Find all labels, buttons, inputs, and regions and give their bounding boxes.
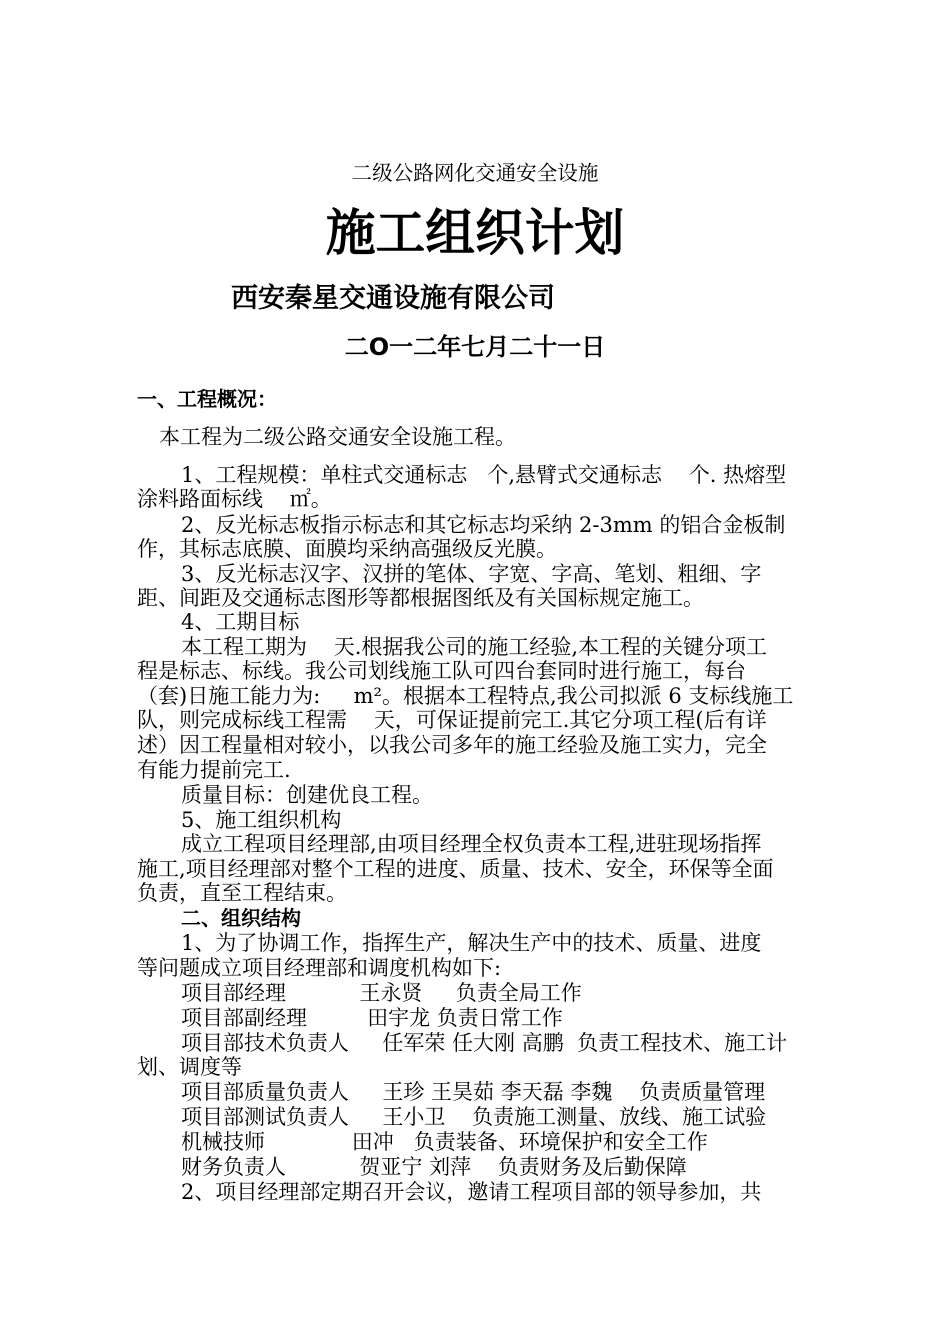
organization-para-line-1: 成立工程项目经理部,由项目经理全权负责本工程,进驻现场指挥 (181, 832, 762, 856)
role-project-manager: 项目部经理 王永贤 负责全局工作 (181, 981, 582, 1005)
sign-material-line-1: 2、反光标志板指示标志和其它标志均采纳 2-3mm 的铝合金板制 (181, 513, 786, 537)
quality-target: 质量目标：创建优良工程。 (181, 783, 433, 807)
organization-para-line-2: 施工,项目经理部对整个工程的进度、质量、技术、安全，环保等全面 (137, 857, 774, 881)
sign-text-line-1: 3、反光标志汉字、汉拼的笔体、字宽、字高、笔划、粗细、字 (181, 562, 762, 586)
meeting-para-line-1: 2、项目经理部定期召开会议，邀请工程项目部的领导参加，共 (181, 1180, 762, 1204)
section-heading-structure: 二、组织结构 (181, 906, 301, 930)
role-technical-lead-cont: 划、调度等 (137, 1055, 242, 1079)
schedule-para-line-4: 队，则完成标线工程需 天，可保证提前完工.其它分项工程(后有详 (137, 708, 767, 732)
schedule-para-line-5: 述）因工程量相对较小，以我公司多年的施工经验及施工实力，完全 (137, 733, 767, 757)
sign-material-line-2: 作，其标志底膜、面膜均采纳高强级反光膜。 (137, 537, 557, 561)
role-mechanical-tech: 机械技师 田冲 负责装备、环境保护和安全工作 (181, 1130, 708, 1154)
sign-text-line-2: 距、间距及交通标志图形等都根据图纸及有关国标规定施工。 (137, 586, 704, 610)
document-subtitle: 二级公路网化交通安全设施 (351, 161, 599, 185)
schedule-para-line-6: 有能力提前完工. (137, 758, 291, 782)
company-name: 西安秦星交通设施有限公司 (231, 283, 555, 314)
role-survey-lead: 项目部测试负责人 王小卫 负责施工测量、放线、施工试验 (181, 1105, 767, 1129)
document-date: 二O一二年七月二十一日 (344, 333, 606, 361)
section-heading-overview: 一、工程概况： (137, 387, 277, 411)
scale-line-1: 1、工程规模：单柱式交通标志 个,悬臂式交通标志 个. 热熔型 (181, 463, 787, 487)
role-finance-lead: 财务负责人 贺亚宁 刘萍 负责财务及后勤保障 (181, 1155, 687, 1179)
structure-para-line-2: 等问题成立项目经理部和调度机构如下: (137, 956, 502, 980)
schedule-para-line-1: 本工程工期为 天.根据我公司的施工经验,本工程的关键分项工 (181, 635, 768, 659)
role-technical-lead: 项目部技术负责人 任军荣 任大刚 高鹏 负责工程技术、施工计 (181, 1031, 788, 1055)
role-deputy-manager: 项目部副经理 田宇龙 负责日常工作 (181, 1006, 563, 1030)
scale-line-2: 涂料路面标线 ㎡。 (137, 487, 332, 511)
role-quality-lead: 项目部质量负责人 王珍 王昊茹 李天磊 李魏 负责质量管理 (181, 1080, 766, 1104)
structure-para-line-1: 1、为了协调工作，指挥生产，解决生产中的技术、质量、进度 (181, 931, 762, 955)
organization-heading: 5、施工组织机构 (181, 808, 342, 832)
document-title: 施工组织计划 (325, 203, 625, 262)
organization-para-line-3: 负责，直至工程结束。 (137, 881, 347, 905)
schedule-heading: 4、工期目标 (181, 610, 300, 634)
schedule-para-line-2: 程是标志、标线。我公司划线施工队可四台套同时进行施工，每台 (137, 659, 746, 683)
overview-intro: 本工程为二级公路交通安全设施工程。 (159, 425, 516, 449)
schedule-para-line-3: （套)日施工能力为: m²。根据本工程特点,我公司拟派 6 支标线施工 (137, 684, 794, 708)
